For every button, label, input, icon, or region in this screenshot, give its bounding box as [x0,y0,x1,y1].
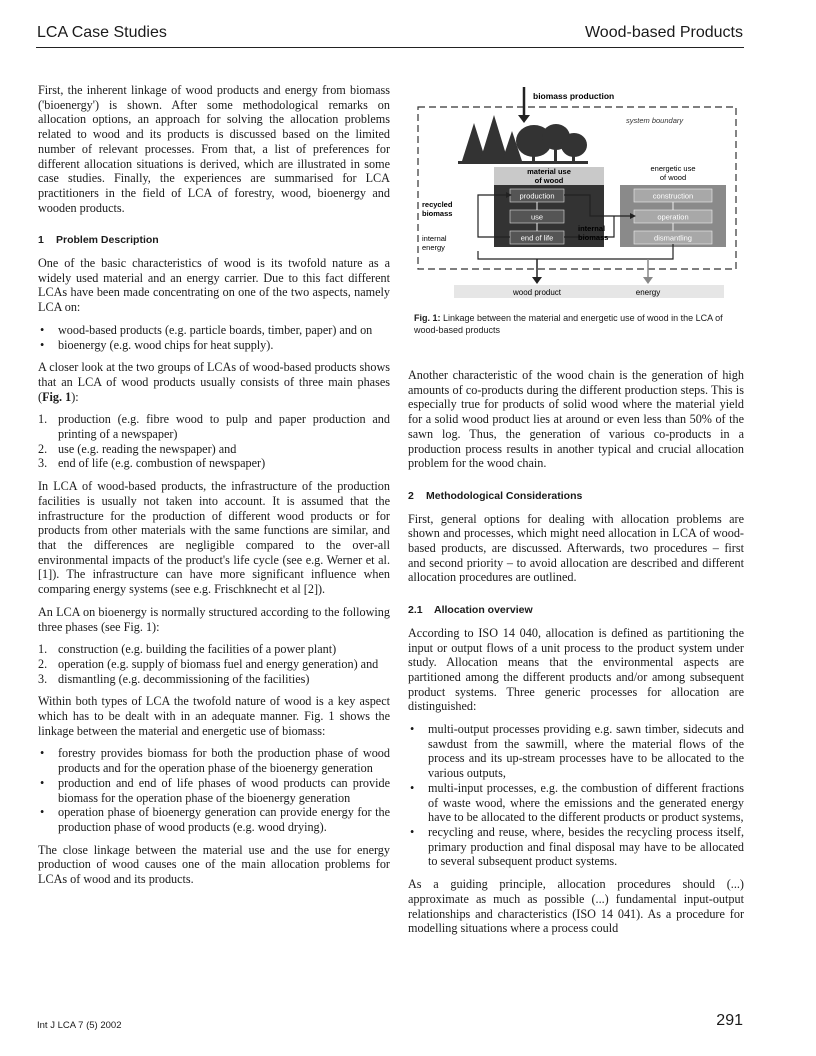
list-item: • recycling and reuse, where, besides the recycling process itself, primary production and final disposal may have to be allocated to several subsequent product systems. [408,825,744,869]
section-heading-1: 1 Problem Description [38,234,159,247]
running-header-right: Wood-based Products [584,24,743,41]
internal-biomass-label-line2: biomass [578,233,609,242]
wood-product-label: wood product [512,288,562,297]
left-column [38,83,390,895]
list-item: • bioenergy (e.g. wood chips for heat supply). [38,338,390,353]
list-item: • multi-input processes, e.g. the combustion of different fractions of waste wood, where the emissions and the generated energy have to be allocated to the different products or product systems, [408,781,744,825]
numbered-list [38,412,390,471]
list-item: • operation phase of bioenergy generation can provide energy for the production phase of wood products (e.g. wood drying). [38,805,390,834]
list-item: • multi-output processes providing e.g. sawn timber, sidecuts and sawdust from the sawmill, where the material flows of the process and its up-stream processes have to be allocated to the various outputs, [408,722,744,781]
svg-text:dismantling: dismantling [654,233,692,243]
list-item: • forestry provides biomass for both the production phase of wood products and for the operation phase of the bioenergy generation [38,746,390,775]
biomass-production-label: biomass production [533,91,615,101]
section-heading-2: 2 Methodological Considerations [408,489,583,502]
bullet-list [408,722,744,869]
list-item: 3. dismantling (e.g. decommissioning of the facilities) [38,671,310,686]
forest-icon [458,115,588,164]
svg-text:production: production [519,191,555,201]
paragraph: First, general options for dealing with allocation problems are shown and processes, which might need allocation in LCA of wood-based products, are discussed. Afterwards, two procedures – first and second priority – to avoid allocation are described and different allocation procedures are outlined. [408,511,744,585]
paragraph: The close linkage between the material use and the use for energy production of wood causes one of the main allocation problems for LCAs of wood and its products. [38,842,390,887]
recycled-biomass-label-line2: biomass [422,209,453,218]
paragraph: In LCA of wood-based products, the infrastructure of the production facilities is usually not taken into account. It is assumed that the infrastructure for the production of different wood products or for products from other materials with the same functions are similar, and that the differences are negligible compared to the over-all environmental impacts of the product's life cycle (see e.g. Werner et al. [1]). The infrastructure can have more significant influence when comparing energy systems (see e.g. Frischknecht et al [2]). [38,479,390,597]
intro-paragraph: First, the inherent linkage of wood products and energy from biomass ('bioenergy') is shown. After some methodological remarks on allocation options, an approach for solving the allocation problems related to wood and its products is discussed based on the limited number of relevant processes. From that, a list of preferences for different allocation situations is derived, which are illustrated in some case studies. Finally, the experiences are summarised for LCA practitioners in the field of LCA of forestry, wood, bioenergy and wooden products. [38,83,390,215]
paragraph: As a guiding principle, allocation procedures should (...) approximate as much as possible (...) fundamental input-output relationships and characteristics (ISO 14 041). As a procedure for modelling situations where a process could [408,877,744,936]
paragraph: An LCA on bioenergy is normally structured according to the following three phases (see Fig. 1): [38,604,390,634]
header-rule [36,47,744,48]
internal-energy-label-line2: energy [422,243,445,252]
list-item: 3. end of life (e.g. combustion of newspaper) [38,456,266,471]
paragraph: According to ISO 14 040, allocation is defined as partitioning the input or output flows of a unit process to the product system under study. Allocation means that the environmental aspects are partitioned among the different products and/or among subsequent product systems. Three generic processes for allocation are distinguished: [408,625,744,714]
material-use-label-line2: of wood [534,176,564,185]
paragraph: Within both types of LCA the twofold nature of wood is a key aspect which has to be dealt with in an adequate manner. Fig. 1 shows the linkage between the material and energetic use of biomass: [38,694,390,738]
energetic-use-label-line2: of wood [659,173,687,182]
list-item: 1. construction (e.g. building the facilities of a power plant) [38,642,337,657]
energetic-use-label: energetic use [650,164,696,173]
energy-label: energy [635,288,661,297]
figure-1-diagram [414,83,744,298]
paragraph: A closer look at the two groups of LCAs of wood-based products shows that an LCA of wood products usually consists of three main phases (Fig. 1): [38,360,390,404]
paragraph: One of the basic characteristics of wood is its twofold nature as a widely used material and an energy carrier. Due to this fact different LCAs have been made concentrating on one of the two aspects, namely LCA on: [38,256,390,315]
wood-product-arrow [532,277,542,284]
internal-biomass-label: internal [578,224,606,233]
svg-text:use: use [530,212,544,222]
figure-caption: Fig. 1: Linkage between the material and energetic use of wood in the LCA of wood-based products [414,313,723,335]
list-item: • wood-based products (e.g. particle boards, timber, paper) and on [38,323,390,338]
bullet-list [38,746,390,834]
right-column [408,368,744,944]
subsection-heading-2-1: 2.1 Allocation overview [408,604,533,617]
list-item: • production and end of life phases of wood products can provide biomass for the operation phase of the bioenergy generation [38,776,390,805]
bullet-list [38,323,390,352]
list-item: 2. operation (e.g. supply of biomass fuel and energy generation) and [38,656,379,671]
recycled-biomass-label: recycled [422,200,453,209]
running-header-left: LCA Case Studies [37,24,167,41]
material-use-label: material use [527,167,571,176]
footer-journal-reference: Int J LCA 7 (5) 2002 [37,1020,122,1031]
numbered-list [38,642,390,686]
svg-text:end of life: end of life [520,233,554,243]
svg-text:construction: construction [652,191,694,201]
list-item: 2. use (e.g. reading the newspaper) and [38,441,237,456]
svg-text:operation: operation [657,212,689,222]
internal-energy-label: internal [422,234,447,243]
list-item: 1. production (e.g. fibre wood to pulp and paper production and printing of a newspaper) [38,412,390,442]
energy-arrow [643,277,653,284]
paragraph: Another characteristic of the wood chain is the generation of high amounts of co-products during the different production steps. This is especially true for products of solid wood where the material yield for a solid wood product lies at around or even less than 50% of the sawn log. Thus, the generation of various co-products in a production process results in another typical and crucial allocation problem for the wood chain. [408,368,744,471]
system-boundary-label: system boundary [626,116,684,125]
page-number: 291 [716,1012,743,1029]
